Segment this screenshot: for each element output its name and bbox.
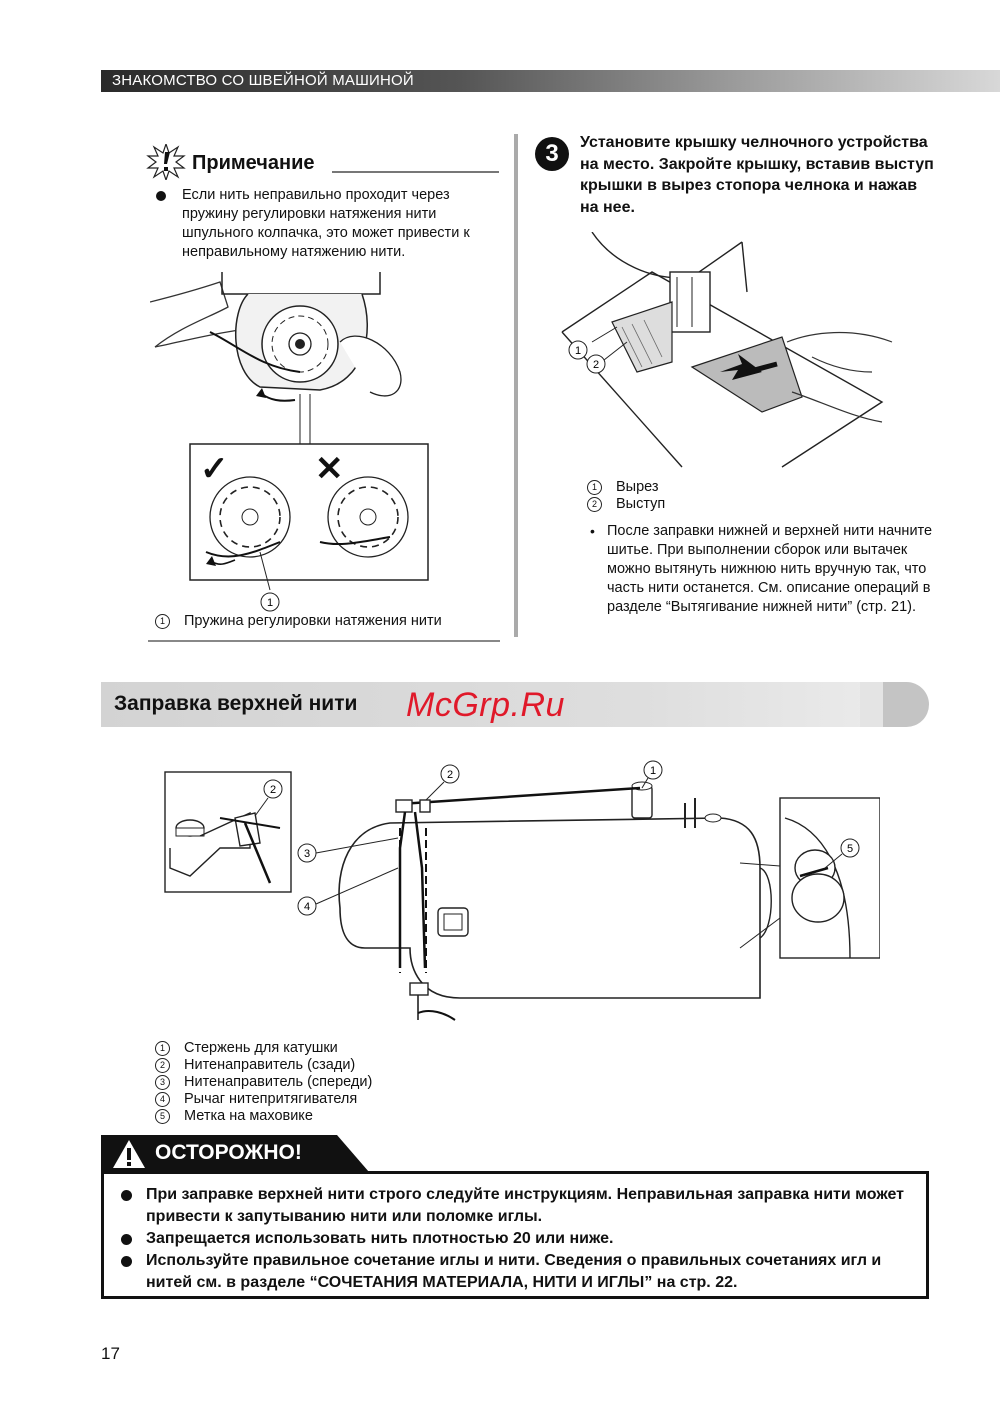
fig3-callout-4: 4: [303, 901, 311, 913]
note-title: Примечание: [192, 152, 315, 174]
note-bottom-rule: [148, 640, 500, 642]
bobbin-case-figure: [150, 272, 500, 612]
legend-item: 3 Нитенаправитель (спереди): [155, 1074, 372, 1091]
caution-item: При заправке верхней нити строго следуйте инструкциям. Неправильная заправка нити может привести к запутыванию нити или поломке иглы.: [146, 1186, 904, 1225]
column-divider: [514, 134, 518, 637]
legend-item: 1 Пружина регулировки натяжения нити: [155, 613, 442, 630]
caution-item: Используйте правильное сочетание иглы и нити. Сведения о правильных сочетаниях игл и нитей см. в разделе “СОЧЕТАНИЯ МАТЕРИАЛА, НИТИ И ИГЛЫ” на стр. 22.: [146, 1252, 882, 1291]
fig2-legend: [587, 479, 665, 513]
check-mark: ✓: [200, 450, 229, 488]
caution-box: [101, 1171, 929, 1299]
cover-attach-figure: [552, 232, 902, 472]
cross-mark: ✕: [315, 450, 344, 488]
caution-item: Запрещается использовать нить плотностью 20 или ниже.: [146, 1230, 614, 1247]
caution-bullet: [121, 1256, 132, 1267]
after-note-bullet: •: [590, 523, 595, 539]
page-number: 17: [101, 1344, 120, 1363]
section-title: Заправка верхней нити: [114, 692, 358, 715]
note-text: Если нить неправильно проходит через пружину регулировки натяжения нити шпульного колпачка, это может привести к неправильному натяжению нити.: [182, 187, 470, 260]
watermark: McGrp.Ru: [406, 686, 565, 724]
fig3-callout-3: 3: [303, 848, 311, 860]
fig3-callout-5: 5: [846, 843, 854, 855]
fig3-callout-2b: 2: [446, 769, 454, 781]
step-text: Установите крышку челночного устройства на место. Закройте крышку, вставив выступ крышки в вырез стопора челнока и нажав на нее.: [580, 134, 934, 216]
legend-item: 1 Стержень для катушки: [155, 1040, 372, 1057]
caution-bullet: [121, 1190, 132, 1201]
note-burst-icon: [146, 144, 186, 180]
fig3-legend: [155, 1040, 372, 1125]
legend-item: 2 Выступ: [587, 496, 665, 513]
fig2-callout-1: 1: [574, 345, 582, 357]
fig3-callout-1: 1: [649, 765, 657, 777]
caution-title: ОСТОРОЖНО!: [155, 1141, 302, 1164]
warning-icon: [112, 1139, 146, 1169]
fig1-callout-1: 1: [266, 597, 274, 609]
fig1-legend: [155, 613, 442, 630]
legend-item: 5 Метка на маховике: [155, 1108, 372, 1125]
note-title-rule: [332, 171, 499, 173]
legend-item: 2 Нитенаправитель (сзади): [155, 1057, 372, 1074]
legend-item: 1 Вырез: [587, 479, 665, 496]
caution-bullet: [121, 1234, 132, 1245]
upper-threading-figure: [160, 758, 880, 1030]
legend-item: 4 Рычаг нитепритягивателя: [155, 1091, 372, 1108]
after-note-text: После заправки нижней и верхней нити начните шитье. При выполнении сборок или вытачек можно вытянуть нижнюю нить вручную так, что часть нити останется. См. описание операций в разделе “Вытягивание нижней нити” (стр. 21).: [607, 523, 933, 615]
fig2-callout-2: 2: [592, 359, 600, 371]
section-banner-cap: [883, 682, 929, 727]
header-title: ЗНАКОМСТВО СО ШВЕЙНОЙ МАШИНОЙ: [112, 72, 414, 89]
note-bullet: [156, 191, 166, 201]
fig3-callout-2a: 2: [269, 784, 277, 796]
step-number: 3: [535, 137, 569, 171]
